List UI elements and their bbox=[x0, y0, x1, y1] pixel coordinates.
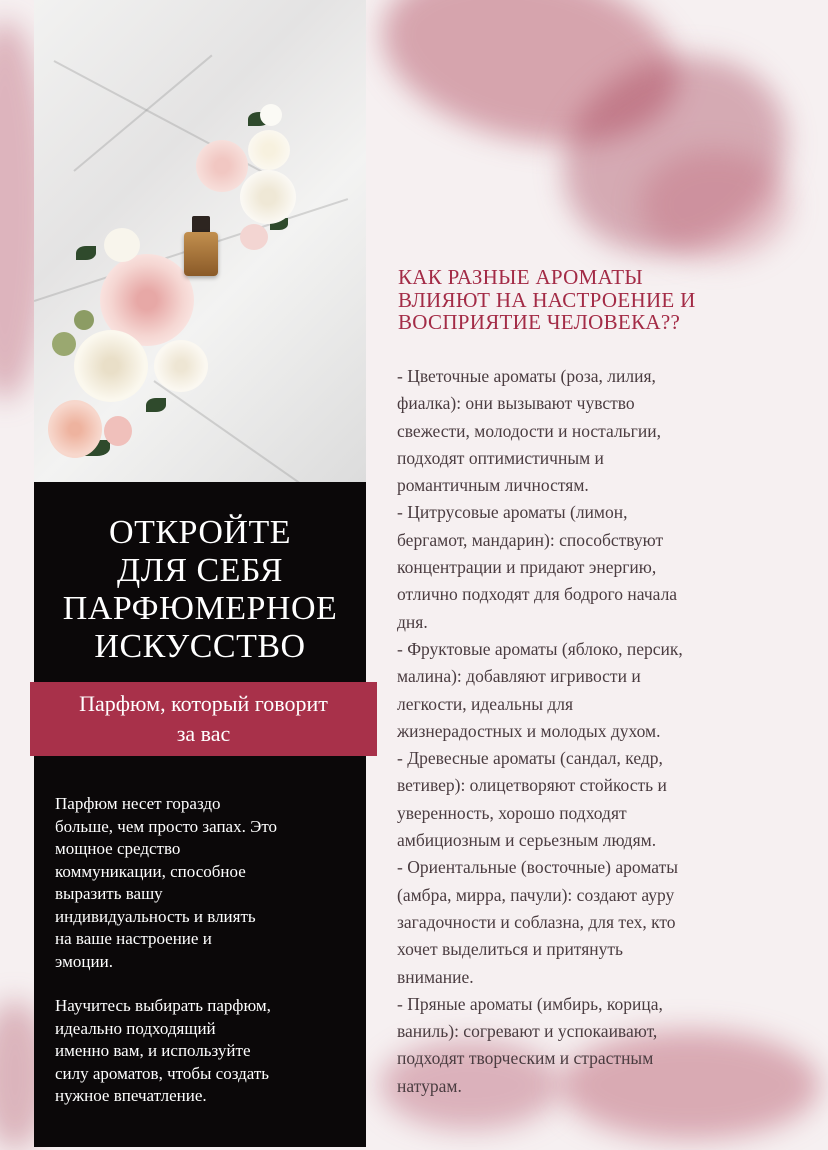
text-line: выразить вашу bbox=[55, 884, 163, 903]
tagline-line: за вас bbox=[176, 721, 231, 746]
text-line: больше, чем просто запах. Это bbox=[55, 816, 278, 836]
headline-line: ИСКУССТВО bbox=[94, 628, 306, 665]
headline-line: ПАРФЮМЕРНОЕ bbox=[62, 590, 338, 627]
body-line: концентрации и придают энергию, bbox=[397, 557, 657, 578]
tagline-banner bbox=[30, 682, 377, 756]
body-line: отлично подходят для бодрого начала bbox=[397, 584, 678, 605]
text-line: Парфюм несет гораздо bbox=[55, 794, 221, 813]
perfume-bottle bbox=[184, 232, 218, 276]
text-line: мощное средство bbox=[55, 839, 181, 858]
body-line: - Цветочные ароматы (роза, лилия, bbox=[397, 366, 656, 386]
body-line: загадочности и соблазна, для тех, кто bbox=[397, 911, 676, 932]
text-line: коммуникации, способное bbox=[55, 861, 246, 881]
intro-paragraph-2 bbox=[55, 995, 355, 1108]
body-line: бергамот, мандарин): способствуют bbox=[397, 529, 664, 550]
body-line: свежести, молодости и ностальгии, bbox=[397, 420, 661, 441]
aroma-list bbox=[397, 363, 797, 1100]
text-line: силу ароматов, чтобы создать bbox=[55, 1063, 270, 1083]
body-line: хочет выделиться и притянуть bbox=[397, 939, 624, 960]
tagline-line: Парфюм, который говорит bbox=[79, 691, 328, 716]
body-line: уверенность, хорошо подходят bbox=[397, 802, 627, 823]
body-line: натурам. bbox=[397, 1075, 462, 1096]
text-line: эмоции. bbox=[55, 951, 113, 971]
text-line: идеально подходящий bbox=[55, 1018, 216, 1038]
title-line: ВЛИЯЮТ НА НАСТРОЕНИЕ И bbox=[398, 287, 696, 312]
body-line: дня. bbox=[397, 611, 428, 632]
intro-text bbox=[55, 793, 355, 1108]
text-line: именно вам, и используйте bbox=[55, 1041, 251, 1060]
body-line: фиалка): они вызывают чувство bbox=[397, 393, 635, 414]
section-title bbox=[398, 266, 798, 334]
body-line: внимание. bbox=[397, 966, 474, 987]
body-line: - Древесные ароматы (сандал, кедр, bbox=[397, 748, 663, 769]
smoke-decoration bbox=[531, 20, 820, 289]
headline bbox=[34, 514, 366, 666]
title-line: КАК РАЗНЫЕ АРОМАТЫ bbox=[398, 265, 643, 289]
body-line: легкости, идеальны для bbox=[397, 693, 574, 714]
headline-line: ДЛЯ СЕБЯ bbox=[117, 552, 283, 589]
smoke-decoration bbox=[640, 150, 790, 260]
title-line: ВОСПРИЯТИЕ ЧЕЛОВЕКА?? bbox=[398, 310, 681, 334]
body-line: амбициозным и серьезным людям. bbox=[397, 830, 657, 851]
body-line: подходят творческим и страстным bbox=[397, 1048, 654, 1069]
body-line: ваниль): согревают и успокаивают, bbox=[397, 1021, 658, 1042]
smoke-decoration bbox=[366, 0, 695, 169]
body-line: подходят оптимистичным и bbox=[397, 447, 604, 468]
text-line: нужное впечатление. bbox=[55, 1086, 207, 1105]
text-line: на ваше настроение и bbox=[55, 929, 212, 948]
text-line: индивидуальность и влиять bbox=[55, 906, 256, 926]
body-line: жизнерадостных и молодых духом. bbox=[397, 720, 661, 741]
flowers-perfume-photo bbox=[34, 0, 366, 482]
body-line: малина): добавляют игривости и bbox=[397, 666, 641, 687]
body-line: романтичным личностям. bbox=[397, 475, 589, 496]
body-line: - Фруктовые ароматы (яблоко, персик, bbox=[397, 638, 683, 659]
body-line: - Цитрусовые ароматы (лимон, bbox=[397, 502, 628, 523]
body-line: - Пряные ароматы (имбирь, корица, bbox=[397, 993, 663, 1014]
body-line: - Ориентальные (восточные) ароматы bbox=[397, 857, 678, 878]
intro-paragraph-1 bbox=[55, 793, 355, 973]
headline-line: ОТКРОЙТЕ bbox=[109, 514, 291, 551]
body-line: ветивер): олицетворяют стойкость и bbox=[397, 775, 667, 796]
body-line: (амбра, мирра, пачули): создают ауру bbox=[397, 884, 675, 905]
text-line: Научитесь выбирать парфюм, bbox=[55, 996, 271, 1015]
